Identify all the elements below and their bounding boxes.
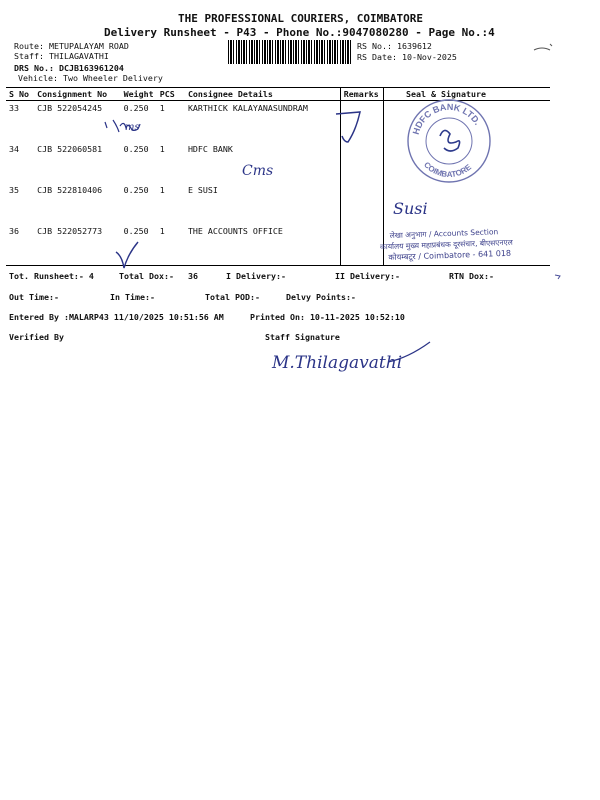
total-dox-value: 36 [188,271,198,281]
delvy-points: Delvy Points:- [286,292,356,302]
row33-initials-text: ms [125,122,140,133]
office-stamp [379,226,513,264]
total-runsheet: Tot. Runsheet:- 4 [9,271,94,281]
row-sno: 36 [6,224,34,266]
col-pcs: PCS [157,88,185,101]
i-delivery: I Delivery:- [226,271,286,281]
row-pcs: 1 [159,103,165,113]
printed-on: Printed On: 10-11-2025 10:52:10 [250,312,405,322]
row-consignee: KARTHICK KALAYANASUNDRAM [187,103,308,113]
drs-number: DRS No.: DCJB163961204 [14,63,124,73]
verified-by: Verified By [9,332,64,342]
row-weight: 0.250 [123,103,149,113]
row-sno: 34 [9,144,19,154]
row-consignee: HDFC BANK [187,144,233,154]
col-weight: Weight [121,88,157,101]
staff-signature-label: Staff Signature [265,332,340,342]
svg-text:COIMBATORE [422,160,473,179]
consignee-signature-35 [385,188,455,228]
company-title: THE PROFESSIONAL COURIERS, COIMBATORE [178,12,424,25]
row-remarks [340,142,383,183]
row-pcs: 1 [159,144,165,154]
office-stamp-line3: कोयम्बटूर / Coimbatore - 641 018 [388,248,512,263]
seal-top-text: HDFC BANK LTD. [410,101,483,136]
corner-mark [528,40,558,56]
out-time: Out Time:- [9,292,59,302]
total-pod: Total POD:- [205,292,260,302]
row-consignment: CJB 522052773 [34,224,120,266]
in-time: In Time:- [110,292,155,302]
ii-delivery: II Delivery:- [335,271,400,281]
barcode-image [228,40,352,64]
row-sno: 35 [9,185,19,195]
signature-35-text: Susi [393,199,428,218]
row-pcs: 1 [157,224,185,266]
row-weight: 0.250 [123,185,149,195]
office-stamp-line2: कार्यालय मुख्य महाप्रबंधक दूरसंचार, बीएसएनएल [379,237,513,252]
row-consignment: CJB 522054245 [37,103,103,113]
row-pcs: 1 [159,185,165,195]
row-remarks [340,224,383,266]
row-remarks [340,183,383,224]
row-weight: 0.250 [121,224,157,266]
row34-initials-text: Cms [242,163,274,179]
row-consignment: CJB 522810406 [37,185,103,195]
total-dox-label: Total Dox:- [119,271,174,281]
bank-seal-stamp [404,96,494,186]
col-sno: S No [6,88,34,101]
remarks-tick-mark [330,106,380,148]
col-remarks: Remarks [340,88,383,101]
entered-by: Entered By :MALARP43 11/10/2025 10:51:56 AM [9,312,224,322]
table-row [6,183,550,224]
row-consignee: E SUSI [187,185,218,195]
handwritten-initials-row33 [95,110,145,140]
rs-number: RS No.: 1639612 [357,41,432,51]
row-weight: 0.250 [123,144,149,154]
staff-signature [268,340,438,380]
staff-signature-text: M.Thilagavathi [272,353,403,373]
col-seal: Seal & Signature [384,88,550,101]
col-consignment: Consignment No [34,88,120,101]
staff-label: Staff: THILAGAVATHI [14,51,109,61]
row-consignee: THE ACCOUNTS OFFICE [185,224,340,266]
route-label: Route: METUPALAYAM ROAD [14,41,129,51]
office-stamp-line1: लेखा अनुभाग / Accounts Section [389,227,499,240]
runsheet-subtitle: Delivery Runsheet - P43 - Phone No.:9047080280 - Page No.:4 [104,26,495,39]
vehicle-label: Vehicle: Two Wheeler Delivery [18,73,163,83]
margin-mark [552,270,564,282]
handwritten-initials-row34 [240,155,300,185]
row36-tick-mark [112,238,142,272]
row-consignment: CJB 522060581 [37,144,103,154]
rs-date: RS Date: 10-Nov-2025 [357,52,457,62]
seal-bottom-text: COIMBATORE [422,160,474,180]
rtn-dox: RTN Dox:- [449,271,494,281]
col-consignee: Consignee Details [185,88,340,101]
row-sno: 33 [9,103,19,113]
